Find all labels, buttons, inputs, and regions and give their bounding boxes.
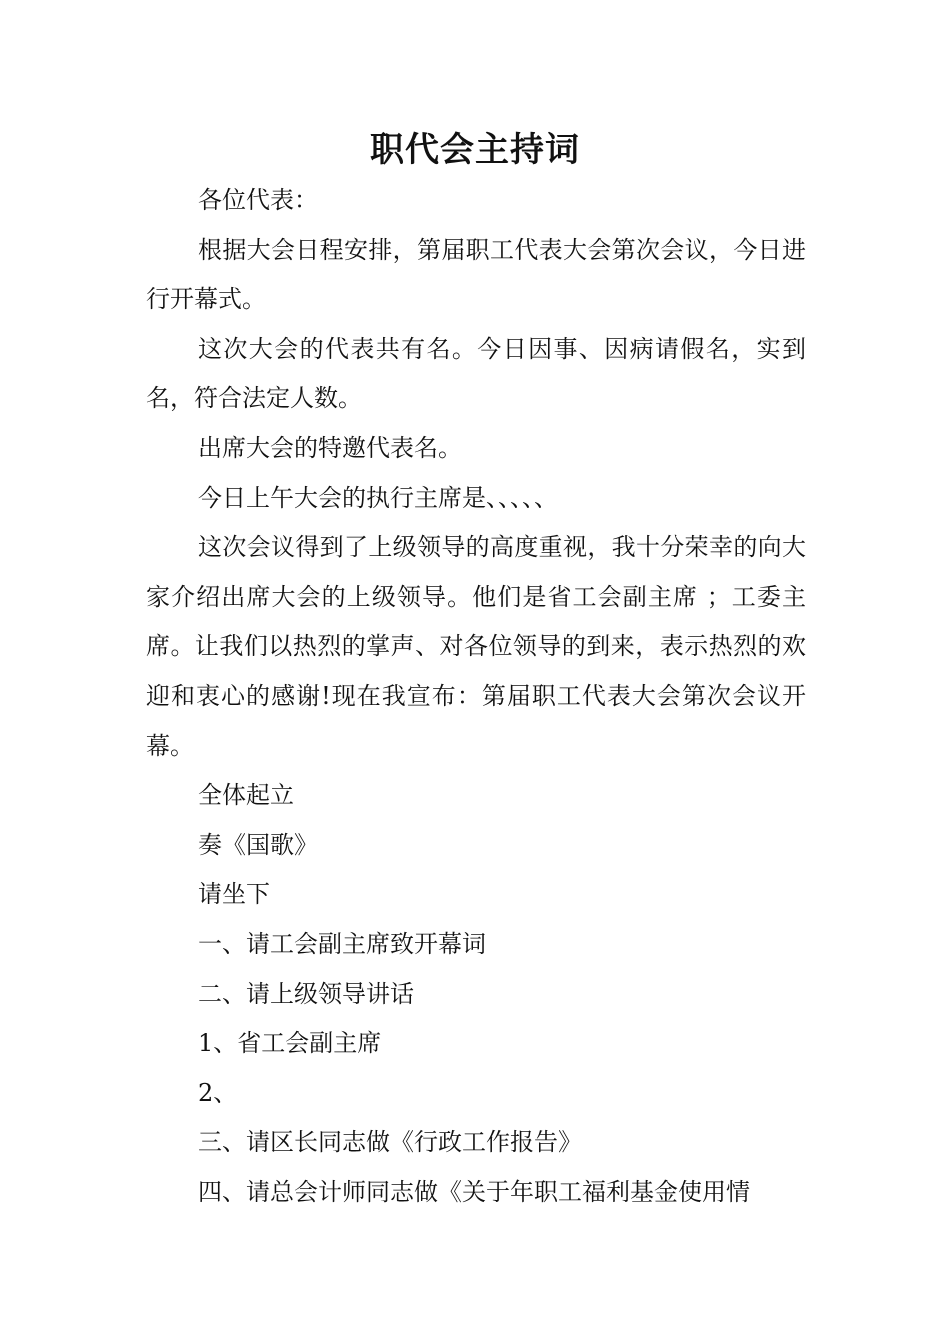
paragraph-special-delegates: 出席大会的特邀代表名。: [198, 433, 462, 462]
agenda-item-4: 四、请总会计师同志做《关于年职工福利基金使用情: [198, 1177, 750, 1206]
paragraph-attendance: 这次大会的代表共有名。今日因事、因病请假名，实到名，符合法定人数。: [146, 334, 806, 413]
paragraph-stand-up: 全体起立: [198, 781, 294, 810]
agenda-item-3: 三、请区长同志做《行政工作报告》: [198, 1128, 582, 1157]
agenda-item-2: 二、请上级领导讲话: [198, 979, 414, 1008]
agenda-subitem-1: 1、省工会副主席: [198, 1029, 382, 1058]
document-body: [146, 176, 806, 1217]
agenda-subitem-2: 2、: [198, 1078, 238, 1107]
paragraph-schedule: 根据大会日程安排，第届职工代表大会第次会议，今日进行开幕式。: [146, 235, 806, 314]
paragraph-greeting: 各位代表：: [198, 186, 318, 214]
paragraph-anthem: 奏《国歌》: [198, 830, 318, 859]
paragraph-leaders-opening: 这次会议得到了上级领导的高度重视，我十分荣幸的向大家介绍出席大会的上级领导。他们是省工会副主席 ；工委主席。让我们以热烈的掌声、对各位领导的到来，表示热烈的欢迎和衷心的感谢!现在我宣布：第届职工代表大会第次会议开幕。: [146, 533, 806, 760]
paragraph-chairs: 今日上午大会的执行主席是、、、、、: [198, 483, 558, 512]
paragraph-sit-down: 请坐下: [198, 880, 270, 909]
document-title: 职代会主持词: [370, 130, 580, 170]
agenda-item-1: 一、请工会副主席致开幕词: [198, 929, 486, 958]
